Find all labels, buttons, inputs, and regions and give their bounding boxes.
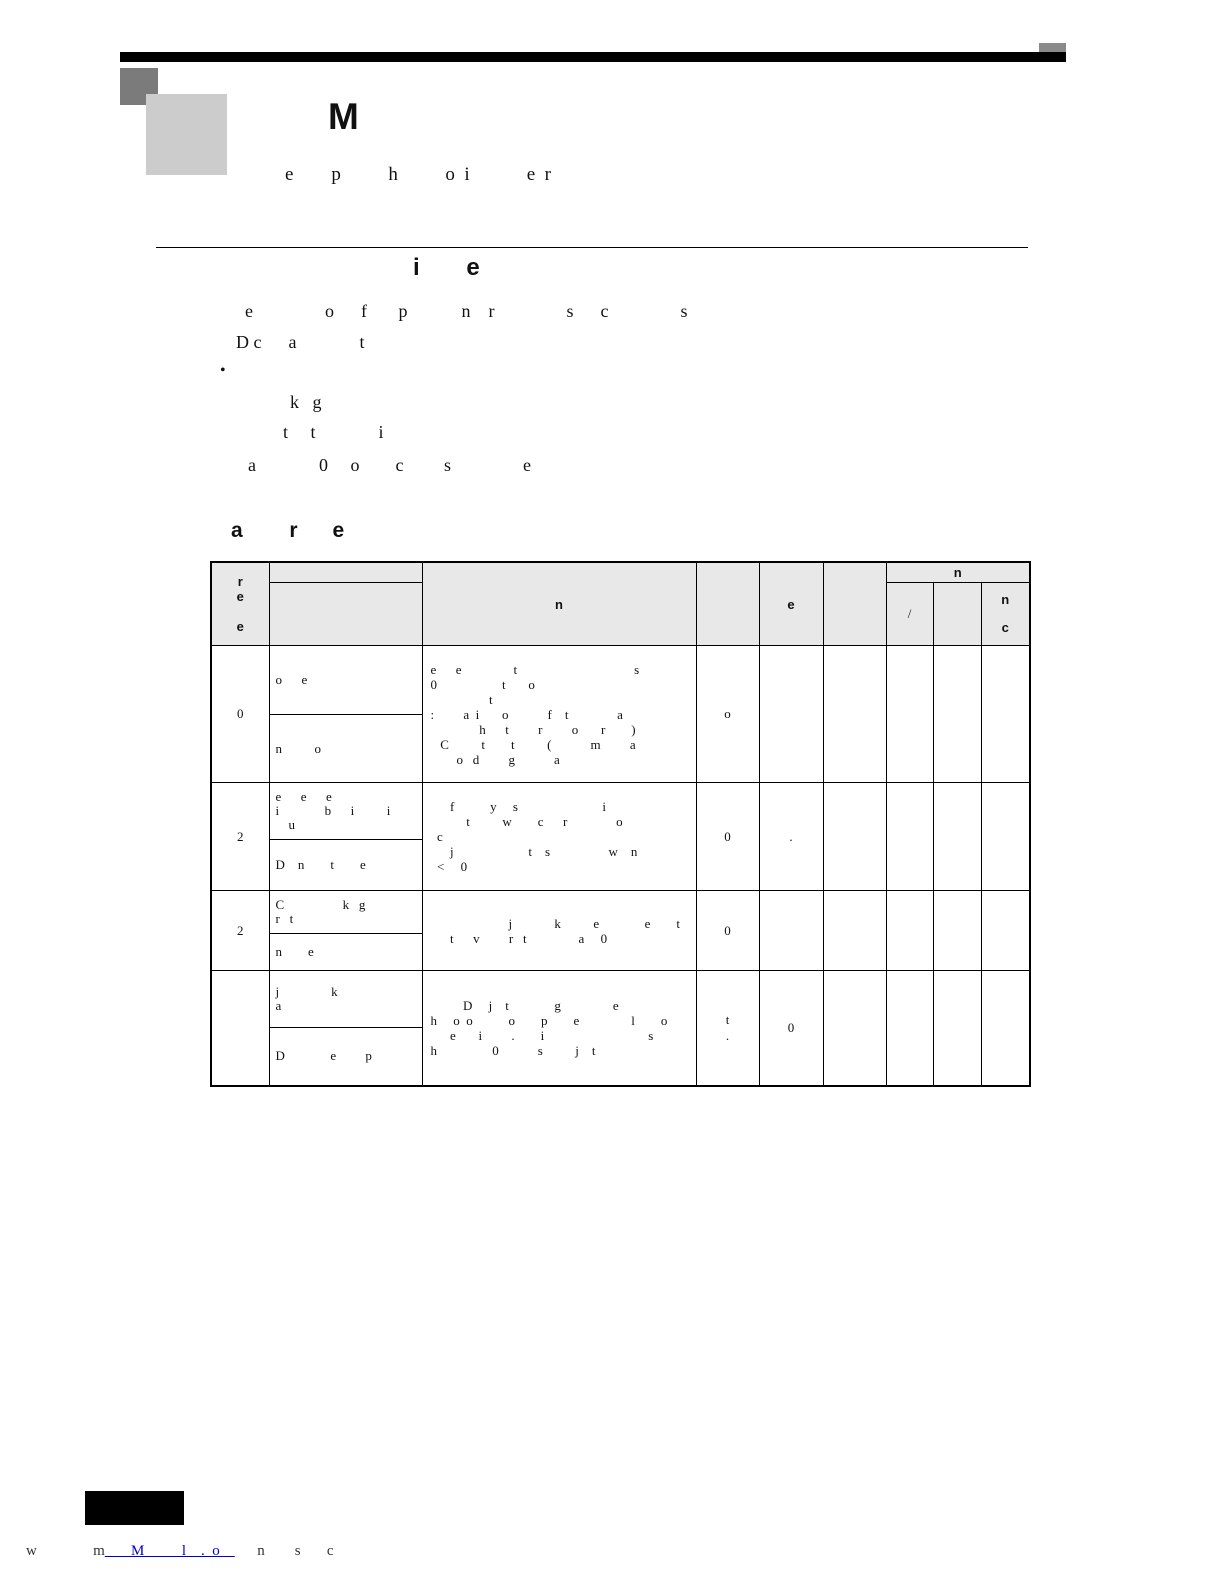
- control-method-cell: [981, 646, 1030, 783]
- description-line: < 0: [430, 859, 468, 874]
- control-method-cell: [981, 783, 1030, 891]
- body-text-line: a 0 o c s e: [248, 455, 531, 475]
- table-row: [211, 971, 1030, 1028]
- description-line: o d g a: [430, 751, 560, 767]
- table-title: a r e: [231, 519, 345, 542]
- header-factory-setting: e: [759, 562, 823, 646]
- setting-range-cell: t .: [696, 971, 759, 1086]
- description-line: t w c r o: [430, 814, 623, 829]
- display-name-text: n o: [275, 740, 321, 756]
- header-setting-range: [696, 562, 759, 646]
- display-name-text: D e p: [275, 1048, 372, 1064]
- table-row: [211, 646, 1030, 715]
- header-tab-mark: [1039, 43, 1066, 52]
- header-name-top: [269, 562, 422, 583]
- description-cell: [422, 971, 696, 1086]
- header-sub-vf: /: [886, 583, 933, 646]
- control-method-cell: [981, 891, 1030, 971]
- header-rule: [120, 52, 1066, 62]
- display-name-text: n e: [275, 944, 314, 959]
- description-line: : a i o f t a: [430, 706, 623, 722]
- description-line: j t s w n: [430, 844, 638, 859]
- description-line: C t t ( m a: [430, 736, 636, 752]
- table-row: [211, 891, 1030, 934]
- body-text-line: k g: [290, 392, 322, 412]
- section-title: i e: [413, 254, 480, 281]
- param-name-text: j k a: [275, 984, 338, 1013]
- param-name-cell: [269, 891, 422, 934]
- display-name-cell: [269, 840, 422, 891]
- chapter-marker-light: [146, 94, 227, 175]
- display-name-cell: [269, 715, 422, 783]
- change-during-op-cell: [823, 646, 886, 783]
- param-number-cell: 2: [211, 891, 269, 971]
- factory-setting-cell: 0: [759, 971, 823, 1086]
- description-line: e e t s: [430, 661, 640, 677]
- param-number-cell: 0: [211, 646, 269, 783]
- parameter-table: [210, 561, 1031, 1087]
- description-line: 0 t o: [430, 676, 535, 692]
- control-method-cell: [886, 971, 933, 1086]
- control-method-cell: [886, 646, 933, 783]
- description-line: e i . i s: [430, 1027, 654, 1043]
- param-name-text: e e e i b i i u: [275, 789, 391, 832]
- description-line: j k e e t: [430, 915, 681, 931]
- footer-text: [26, 1543, 334, 1560]
- setting-range-cell: o: [696, 646, 759, 783]
- factory-setting-cell: .: [759, 783, 823, 891]
- body-text-line: t t i: [283, 422, 384, 442]
- factory-setting-cell: [759, 891, 823, 971]
- control-method-cell: [933, 971, 981, 1086]
- control-method-cell: [886, 891, 933, 971]
- param-name-cell: [269, 971, 422, 1028]
- change-during-op-cell: [823, 891, 886, 971]
- header-control-methods: n: [886, 562, 1030, 583]
- param-number-cell: [211, 971, 269, 1086]
- header-sub-3: n c: [981, 583, 1030, 646]
- control-method-cell: [886, 783, 933, 891]
- param-number-cell: 2: [211, 783, 269, 891]
- display-name-cell: [269, 934, 422, 971]
- param-name-text: o e: [275, 672, 308, 687]
- chapter-title: M: [328, 96, 359, 137]
- description-cell: [422, 891, 696, 971]
- factory-setting-cell: [759, 646, 823, 783]
- header-name-bottom: [269, 583, 422, 646]
- header-description: n: [422, 562, 696, 646]
- control-method-cell: [981, 971, 1030, 1086]
- change-during-op-cell: [823, 783, 886, 891]
- description-cell: [422, 783, 696, 891]
- control-method-cell: [933, 891, 981, 971]
- description-line: D j t g e: [430, 997, 619, 1013]
- header-param-number: r e e: [211, 562, 269, 646]
- bullet-mark: •: [220, 362, 226, 379]
- param-name-cell: [269, 646, 422, 715]
- footer-prefix: w m: [26, 1543, 105, 1559]
- description-line: h 0 s j t: [430, 1042, 596, 1058]
- description-line: t: [430, 691, 493, 707]
- setting-range-cell: 0: [696, 891, 759, 971]
- description-line: h o o o p e l o: [430, 1012, 668, 1028]
- header-sub-2: [933, 583, 981, 646]
- description-line: t v r t a 0: [430, 930, 608, 946]
- footer-suffix: n s c: [234, 1543, 334, 1559]
- description-line: c: [430, 829, 443, 844]
- change-during-op-cell: [823, 971, 886, 1086]
- footer-link[interactable]: M l . o: [104, 1543, 235, 1559]
- table-row: [211, 783, 1030, 840]
- body-text-line: e o f p n r s c s: [245, 301, 688, 321]
- param-name-text: C k g r t: [275, 897, 366, 926]
- description-line: h t r o r ): [430, 721, 636, 737]
- chapter-subtitle: e p h o i e r: [285, 164, 551, 185]
- setting-range-cell: 0: [696, 783, 759, 891]
- display-name-text: D n t e: [275, 857, 366, 872]
- header-change-during-op: [823, 562, 886, 646]
- section-divider: [156, 247, 1028, 248]
- param-name-cell: [269, 783, 422, 840]
- footer-page-block: [85, 1491, 184, 1525]
- description-cell: [422, 646, 696, 783]
- body-text-line: D c a t: [236, 332, 365, 352]
- control-method-cell: [933, 646, 981, 783]
- display-name-cell: [269, 1028, 422, 1086]
- description-line: f y s i: [430, 799, 606, 814]
- control-method-cell: [933, 783, 981, 891]
